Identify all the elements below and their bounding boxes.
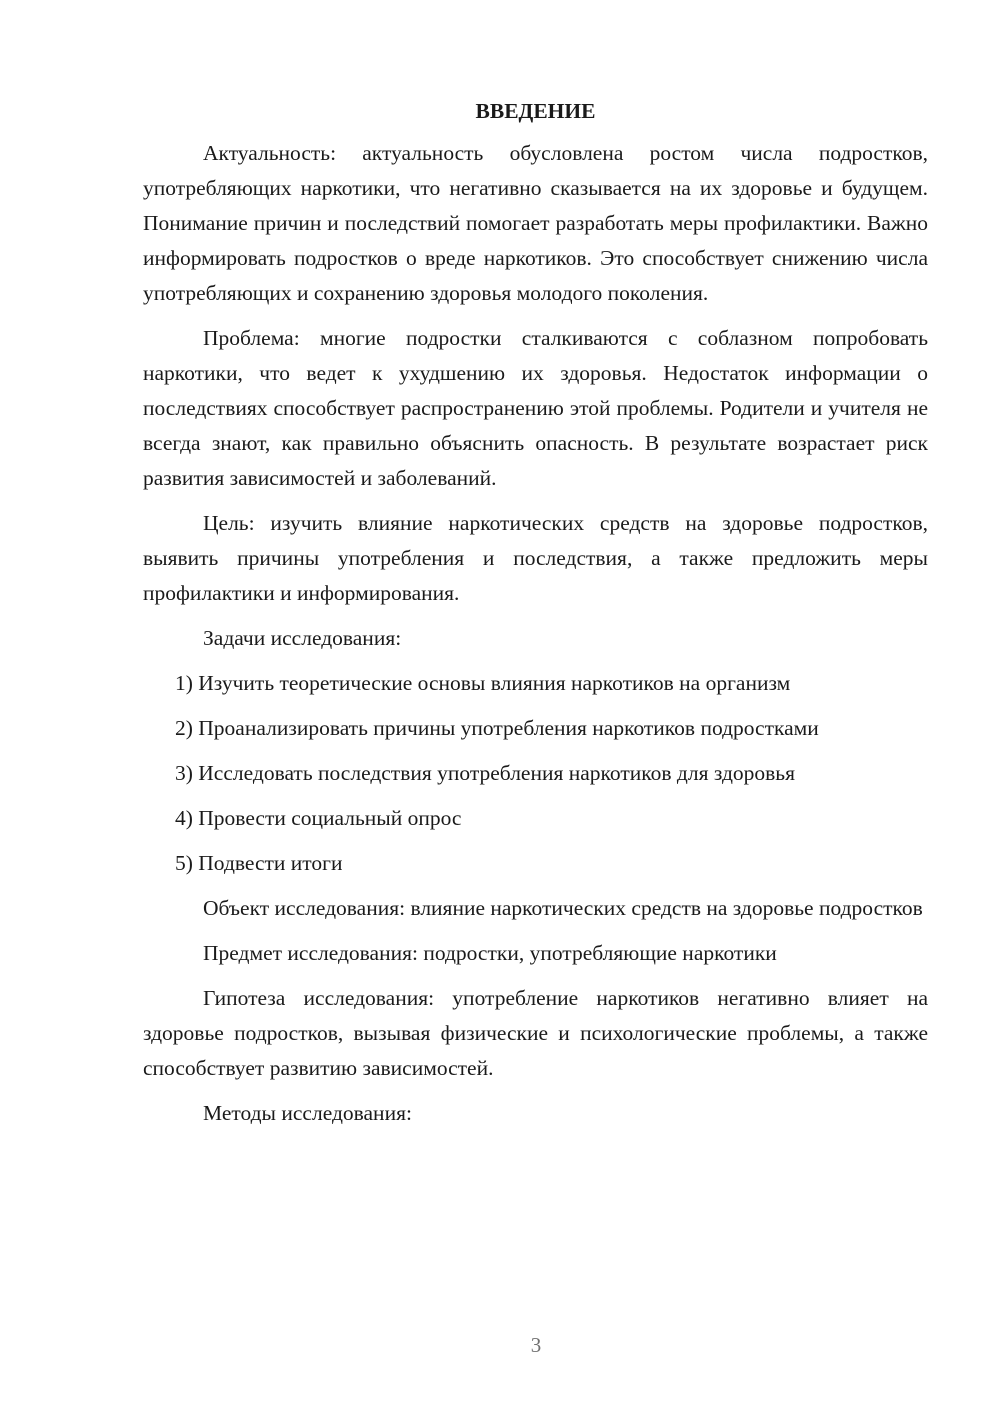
paragraph-subject: Предмет исследования: подростки, употребляющие наркотики [203, 941, 777, 965]
task-item-3: 3) Исследовать последствия употребления наркотиков для здоровья [175, 761, 795, 785]
paragraph-problem: Проблема: многие подростки сталкиваются с соблазном попробовать наркотики, что ведет к ухудшению их здоровья. Недостаток информации о последствиях способствует распространению этой проблемы. Родители и учителя не всегда знают, как правильно объяснить опасность. В результате возрастает риск развития зависимостей и заболеваний. [143, 326, 928, 490]
task-item-4: 4) Провести социальный опрос [175, 806, 462, 830]
paragraph-goal: Цель: изучить влияние наркотических средств на здоровье подростков, выявить причины употребления и последствия, а также предложить меры профилактики и информирования. [143, 511, 928, 605]
paragraph-relevance: Актуальность: актуальность обусловлена ростом числа подростков, употребляющих наркотики, что негативно сказывается на их здоровье и будущем. Понимание причин и последствий помогает разработать меры профилактики. Важно информировать подростков о вреде наркотиков. Это способствует снижению числа употребляющих и сохранению здоровья молодого поколения. [143, 141, 928, 305]
paragraph-methods: Методы исследования: [203, 1101, 412, 1125]
paragraph-hypothesis: Гипотеза исследования: употребление наркотиков негативно влияет на здоровье подростков, вызывая физические и психологические проблемы, а также способствует развитию зависимостей. [143, 986, 928, 1080]
page-number: 3 [530, 1333, 542, 1357]
task-item-1: 1) Изучить теоретические основы влияния наркотиков на организм [175, 671, 791, 695]
document-page [143, 96, 928, 1141]
paragraph-tasks-heading: Задачи исследования: [203, 626, 402, 650]
task-item-2: 2) Проанализировать причины употребления наркотиков подростками [175, 716, 819, 740]
page-title: ВВЕДЕНИЕ [475, 99, 596, 123]
task-item-5: 5) Подвести итоги [175, 851, 343, 875]
paragraph-object: Объект исследования: влияние наркотических средств на здоровье подростков [203, 896, 923, 920]
